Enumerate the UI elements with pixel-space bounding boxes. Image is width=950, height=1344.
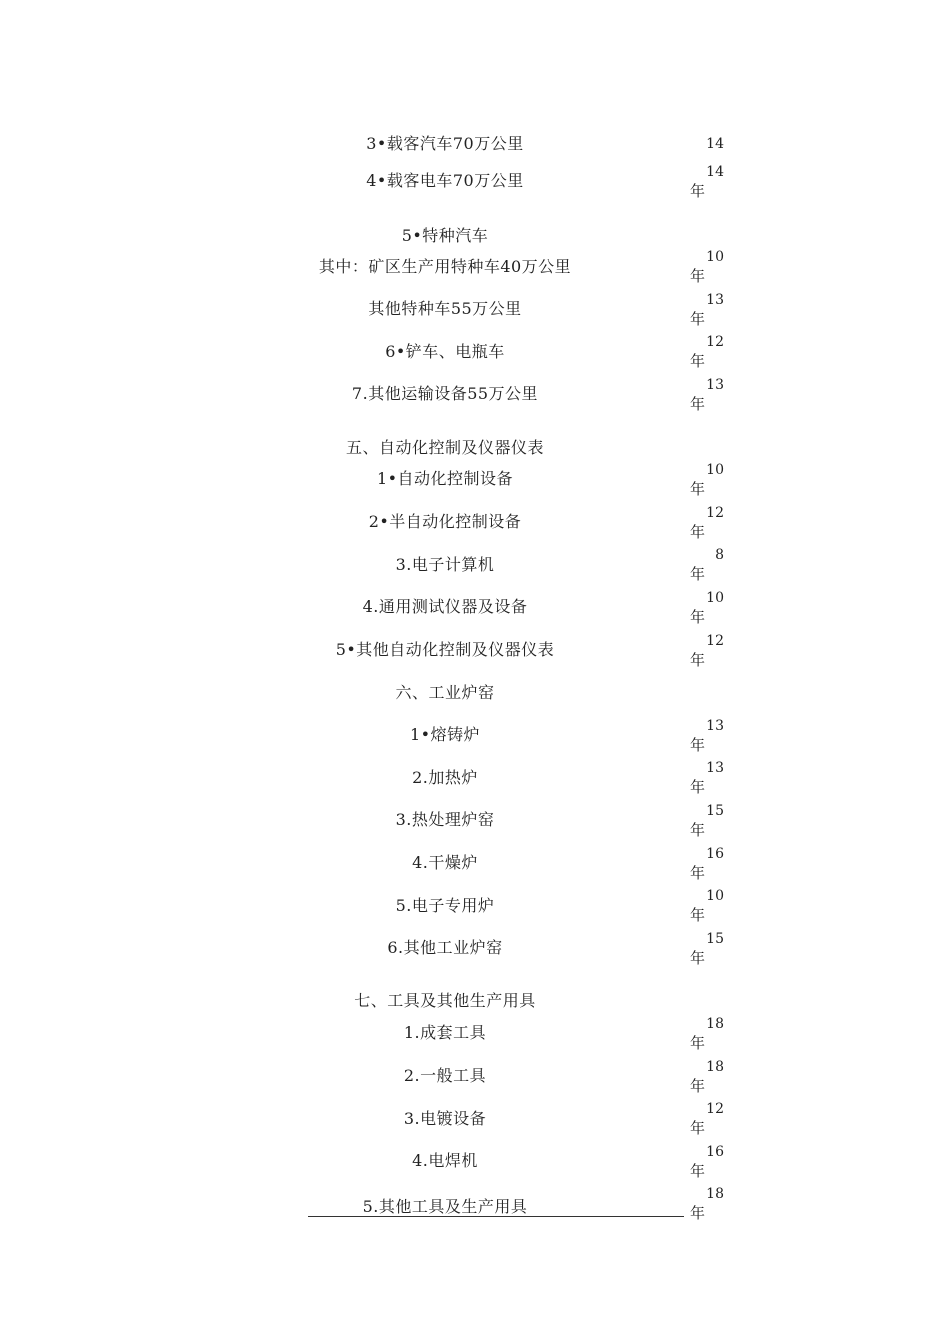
years-number: 18 — [706, 1059, 724, 1075]
row-years — [690, 718, 730, 758]
years-unit: 年 — [690, 608, 706, 626]
years-number: 12 — [706, 633, 724, 649]
years-unit: 年 — [690, 1162, 706, 1180]
years-number: 15 — [706, 931, 724, 947]
row-label: 4•载客电车70万公里 — [366, 171, 524, 190]
years-number: 13 — [706, 292, 724, 308]
row-years — [690, 1144, 730, 1184]
years-unit: 年 — [690, 1119, 706, 1137]
row-label: 1•自动化控制设备 — [376, 469, 514, 488]
row-label: 1•熔铸炉 — [409, 725, 481, 744]
section-heading: 六、工业炉窑 — [395, 683, 495, 702]
years-number: 13 — [706, 718, 724, 734]
row-years — [690, 377, 730, 417]
years-unit: 年 — [690, 1077, 706, 1095]
row-label: 3•载客汽车70万公里 — [366, 134, 524, 153]
years-number: 18 — [706, 1016, 724, 1032]
bottom-rule — [308, 1216, 684, 1217]
row-years — [690, 164, 730, 204]
row-label: 1.成套工具 — [403, 1023, 487, 1042]
years-unit: 年 — [690, 651, 706, 669]
years-number: 16 — [706, 846, 724, 862]
years-number: 10 — [706, 462, 724, 478]
years-number: 10 — [706, 888, 724, 904]
row-label: 2•半自动化控制设备 — [368, 512, 522, 531]
years-unit: 年 — [690, 1204, 706, 1222]
years-unit: 年 — [690, 778, 706, 796]
years-unit: 年 — [690, 352, 706, 370]
section-heading: 五、自动化控制及仪器仪表 — [345, 438, 544, 457]
row-label: 3.电镀设备 — [403, 1109, 487, 1128]
years-unit: 年 — [690, 395, 706, 413]
row-years — [690, 249, 730, 289]
row-years — [690, 633, 730, 673]
row-years — [690, 334, 730, 374]
years-unit: 年 — [690, 182, 706, 200]
years-number: 14 — [706, 136, 724, 152]
row-years — [690, 547, 730, 587]
years-unit: 年 — [690, 949, 706, 967]
years-number: 14 — [706, 164, 724, 180]
row-label: 6•铲车、电瓶车 — [385, 342, 505, 361]
row-label: 5.电子专用炉 — [395, 896, 495, 915]
row-years — [690, 292, 730, 332]
years-number: 12 — [706, 1101, 724, 1117]
row-label: 2.加热炉 — [412, 768, 478, 787]
section-heading: 七、工具及其他生产用具 — [354, 991, 536, 1010]
years-number: 10 — [706, 590, 724, 606]
years-number: 12 — [706, 334, 724, 350]
row-label: 3.热处理炉窑 — [395, 810, 495, 829]
years-unit: 年 — [690, 310, 706, 328]
years-number: 15 — [706, 803, 724, 819]
row-label: 6.其他工业炉窑 — [387, 938, 503, 957]
row-label: 其中：矿区生产用特种车40万公里 — [318, 257, 572, 276]
years-number: 12 — [706, 505, 724, 521]
row-years — [690, 1101, 730, 1141]
years-unit: 年 — [690, 480, 706, 498]
row-years — [690, 888, 730, 928]
years-unit: 年 — [690, 906, 706, 924]
row-years — [690, 846, 730, 886]
row-label: 5•其他自动化控制及仪器仪表 — [335, 640, 555, 659]
years-number: 13 — [706, 760, 724, 776]
row-years — [690, 1016, 730, 1056]
years-number: 8 — [715, 547, 724, 563]
row-label: 4.通用测试仪器及设备 — [362, 597, 528, 616]
row-years — [690, 1059, 730, 1099]
years-number: 18 — [706, 1186, 724, 1202]
years-unit: 年 — [690, 821, 706, 839]
row-years — [690, 505, 730, 545]
row-label: 4.干燥炉 — [412, 853, 478, 872]
years-unit: 年 — [690, 523, 706, 541]
row-years — [690, 803, 730, 843]
years-number: 13 — [706, 377, 724, 393]
years-unit: 年 — [690, 1034, 706, 1052]
years-unit: 年 — [690, 267, 706, 285]
row-label: 2.一般工具 — [403, 1066, 487, 1085]
years-number: 10 — [706, 249, 724, 265]
row-label: 5.其他工具及生产用具 — [362, 1197, 528, 1216]
row-years — [690, 1186, 730, 1226]
years-unit: 年 — [690, 864, 706, 882]
section-label: 5•特种汽车 — [401, 226, 489, 245]
row-label: 4.电焊机 — [412, 1151, 478, 1170]
years-number: 16 — [706, 1144, 724, 1160]
row-label: 其他特种车55万公里 — [368, 299, 522, 318]
row-label: 7.其他运输设备55万公里 — [351, 384, 539, 403]
row-years — [690, 760, 730, 800]
years-unit: 年 — [690, 565, 706, 583]
row-years — [690, 590, 730, 630]
row-label: 3.电子计算机 — [395, 555, 495, 574]
row-years — [690, 462, 730, 502]
years-unit: 年 — [690, 736, 706, 754]
row-years — [690, 931, 730, 971]
